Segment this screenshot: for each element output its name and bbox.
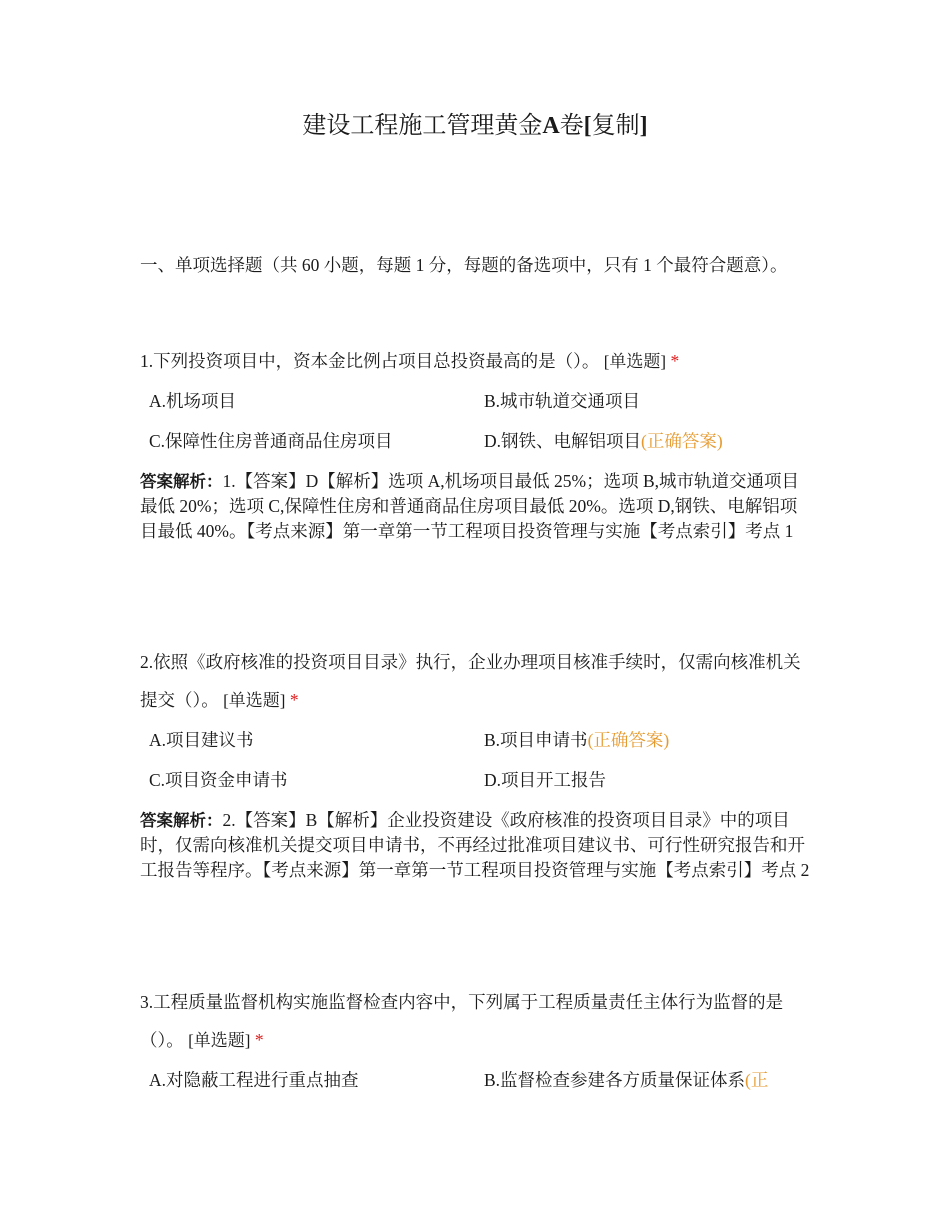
title-bracket-close: ]	[639, 113, 648, 139]
option-d-label: D.钢铁、电解铝项目	[484, 431, 642, 451]
correct-answer-tag: (正确答案)	[641, 431, 723, 451]
options-list	[140, 1068, 812, 1108]
options-list	[140, 728, 812, 808]
required-mark: *	[254, 1030, 264, 1050]
section-heading: 一、单项选择题（共 60 小题，每题 1 分，每题的备选项中，只有 1 个最符合题意）。	[140, 255, 788, 275]
correct-answer-tag: (正	[745, 1070, 769, 1090]
analysis-text: 1.【答案】D【解析】选项 A,机场项目最低 25%；选项 B,城市轨道交通项目最低 20%；选项 C,保障性住房和普通商品住房项目最低 20%。选项 D,钢铁、电解铝项目最低 40%。【考点来源】第一章第一节工程项目投资管理与实施【考点索引】考点 1	[140, 471, 800, 541]
question-type: [单选题]	[223, 691, 286, 710]
analysis-label: 答案解析：	[140, 811, 223, 830]
question-text	[140, 983, 812, 1060]
question-stem: 2.依照《政府核准的投资项目目录》执行，企业办理项目核准手续时，仅需向核准机关提交（）。	[140, 652, 801, 710]
option-a[interactable]: A.机场项目	[149, 391, 237, 411]
correct-answer-tag: (正确答案)	[587, 730, 670, 750]
options-list	[140, 389, 812, 469]
option-b-label: B.监督检查参建各方质量保证体系	[484, 1070, 746, 1090]
answer-analysis	[140, 469, 812, 544]
option-b[interactable]	[484, 728, 669, 752]
document-title	[0, 110, 950, 142]
question-stem: 1.下列投资项目中，资本金比例占项目总投资最高的是（）。	[140, 351, 600, 371]
option-d[interactable]: D.项目开工报告	[484, 770, 607, 790]
option-d[interactable]	[484, 429, 723, 453]
option-b-label: B.项目申请书	[484, 730, 588, 750]
option-a[interactable]: A.对隐蔽工程进行重点抽查	[149, 1070, 359, 1090]
question-2	[140, 643, 812, 883]
option-c[interactable]: C.保障性住房普通商品住房项目	[149, 431, 393, 451]
answer-analysis	[140, 808, 812, 883]
question-type: [单选题]	[188, 1031, 251, 1050]
required-mark: *	[670, 351, 680, 371]
analysis-label: 答案解析：	[140, 472, 223, 491]
option-a[interactable]: A.项目建议书	[149, 730, 254, 750]
question-3	[140, 983, 812, 1108]
question-type: [单选题]	[603, 352, 667, 371]
question-stem: 3.工程质量监督机构实施监督检查内容中，下列属于工程质量责任主体行为监督的是（）。	[140, 992, 784, 1050]
title-copy-label: 复制	[591, 113, 640, 139]
question-1	[140, 342, 812, 544]
analysis-text: 2.【答案】B【解析】企业投资建设《政府核准的投资项目目录》中的项目时，仅需向核准机关提交项目申请书，不再经过批准项目建议书、可行性研究报告和开工报告等程序。【考点来源】第一章第一节工程项目投资管理与实施【考点索引】考点 2	[140, 810, 810, 880]
question-text	[140, 643, 812, 720]
option-b[interactable]	[484, 1068, 768, 1092]
title-text: 建设工程施工管理黄金	[302, 113, 543, 139]
option-b[interactable]: B.城市轨道交通项目	[484, 391, 641, 411]
question-text	[140, 342, 812, 381]
title-letter: A	[542, 113, 560, 139]
title-text-2: 卷	[559, 113, 584, 139]
title-bracket-open: [	[583, 113, 592, 139]
required-mark: *	[289, 690, 299, 710]
option-c[interactable]: C.项目资金申请书	[149, 770, 288, 790]
